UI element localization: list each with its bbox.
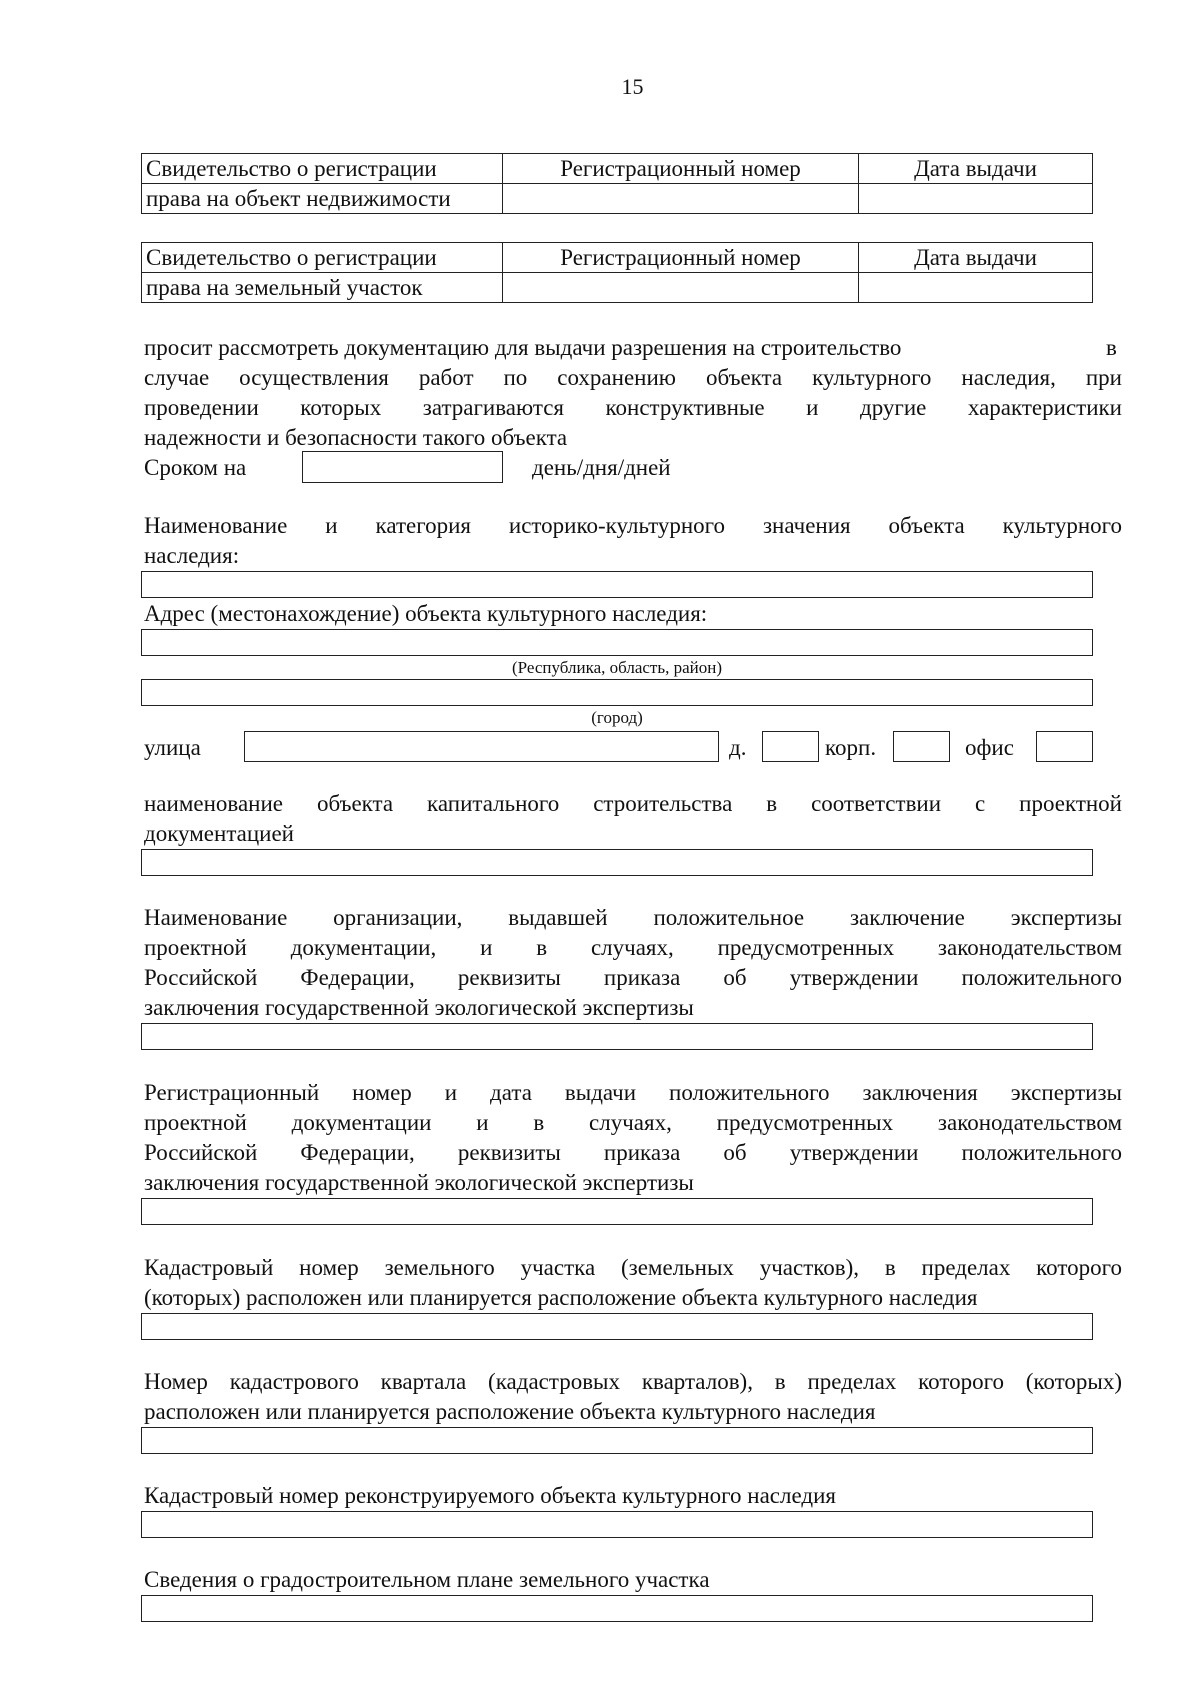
- heritage-name-line1: Наименование и категория историко-культурного значения объекта культурного: [144, 513, 1122, 538]
- property-issue-date-header: Дата выдачи: [859, 154, 1093, 184]
- property-reg-number-field[interactable]: [503, 184, 859, 214]
- address-region-field[interactable]: [141, 629, 1093, 656]
- expert-reg-line1: Регистрационный номер и дата выдачи положительного заключения экспертизы: [144, 1080, 1122, 1105]
- cadastral-land-line2: (которых) расположен или планируется расположение объекта культурного наследия: [144, 1285, 978, 1310]
- land-certificate-label-line2: права на земельный участок: [142, 273, 503, 303]
- expert-org-line3: Российской Федерации, реквизиты приказа об утверждении положительного: [144, 965, 1122, 990]
- cadastral-land-field[interactable]: [141, 1313, 1093, 1340]
- urban-plan-field[interactable]: [141, 1595, 1093, 1622]
- address-city-caption: (город): [591, 708, 643, 727]
- term-units: день/дня/дней: [532, 455, 671, 480]
- heritage-name-line2: наследия:: [144, 543, 240, 568]
- expert-reg-line4: заключения государственной экологической экспертизы: [144, 1170, 694, 1195]
- land-certificate-table: [141, 242, 1093, 303]
- land-reg-number-header: Регистрационный номер: [503, 243, 859, 273]
- urban-plan-line1: Сведения о градостроительном плане земельного участка: [144, 1567, 710, 1592]
- cadastral-object-field[interactable]: [141, 1511, 1093, 1538]
- address-region-caption: (Республика, область, район): [511, 658, 723, 677]
- house-field[interactable]: [762, 731, 819, 762]
- request-line1: просит рассмотреть документацию для выдачи разрешения на строительство: [144, 335, 902, 360]
- property-certificate-label-line1: Свидетельство о регистрации: [142, 154, 503, 184]
- address-label: Адрес (местонахождение) объекта культурного наследия:: [144, 601, 708, 626]
- property-issue-date-field[interactable]: [859, 184, 1093, 214]
- request-line1-end: в: [1106, 335, 1117, 360]
- cadastral-object-line1: Кадастровый номер реконструируемого объекта культурного наследия: [144, 1483, 836, 1508]
- request-line4: надежности и безопасности такого объекта: [144, 425, 568, 450]
- capital-object-line2: документацией: [144, 821, 294, 846]
- capital-object-line1: наименование объекта капитального строительства в соответствии с проектной: [144, 791, 1122, 816]
- page-number: 15: [621, 74, 644, 99]
- expert-org-line1: Наименование организации, выдавшей положительное заключение экспертизы: [144, 905, 1122, 930]
- cadastral-quarter-field[interactable]: [141, 1427, 1093, 1454]
- heritage-name-field[interactable]: [141, 571, 1093, 598]
- building-label: корп.: [825, 735, 877, 760]
- house-label: д.: [729, 735, 747, 760]
- land-certificate-label-line1: Свидетельство о регистрации: [142, 243, 503, 273]
- street-label: улица: [144, 735, 201, 760]
- office-label: офис: [965, 735, 1014, 760]
- property-reg-number-header: Регистрационный номер: [503, 154, 859, 184]
- expert-org-field[interactable]: [141, 1023, 1093, 1050]
- land-issue-date-field[interactable]: [859, 273, 1093, 303]
- request-line3: проведении которых затрагиваются конструктивные и другие характеристики: [144, 395, 1122, 420]
- capital-object-field[interactable]: [141, 849, 1093, 876]
- cadastral-land-line1: Кадастровый номер земельного участка (земельных участков), в пределах которого: [144, 1255, 1122, 1280]
- expert-org-line2: проектной документации, и в случаях, предусмотренных законодательством: [144, 935, 1122, 960]
- property-certificate-label-line2: права на объект недвижимости: [142, 184, 503, 214]
- expert-reg-line3: Российской Федерации, реквизиты приказа об утверждении положительного: [144, 1140, 1122, 1165]
- land-reg-number-field[interactable]: [503, 273, 859, 303]
- land-issue-date-header: Дата выдачи: [859, 243, 1093, 273]
- address-city-field[interactable]: [141, 679, 1093, 706]
- cadastral-quarter-line1: Номер кадастрового квартала (кадастровых кварталов), в пределах которого (которых): [144, 1369, 1122, 1394]
- expert-org-line4: заключения государственной экологической экспертизы: [144, 995, 694, 1020]
- cadastral-quarter-line2: расположен или планируется расположение объекта культурного наследия: [144, 1399, 876, 1424]
- building-field[interactable]: [893, 731, 950, 762]
- request-line2: случае осуществления работ по сохранению объекта культурного наследия, при: [144, 365, 1122, 390]
- term-field[interactable]: [302, 451, 503, 483]
- term-label: Сроком на: [144, 455, 247, 480]
- property-certificate-table: [141, 153, 1093, 214]
- street-field[interactable]: [244, 731, 719, 762]
- expert-reg-line2: проектной документации и в случаях, предусмотренных законодательством: [144, 1110, 1122, 1135]
- expert-reg-field[interactable]: [141, 1198, 1093, 1225]
- office-field[interactable]: [1036, 731, 1093, 762]
